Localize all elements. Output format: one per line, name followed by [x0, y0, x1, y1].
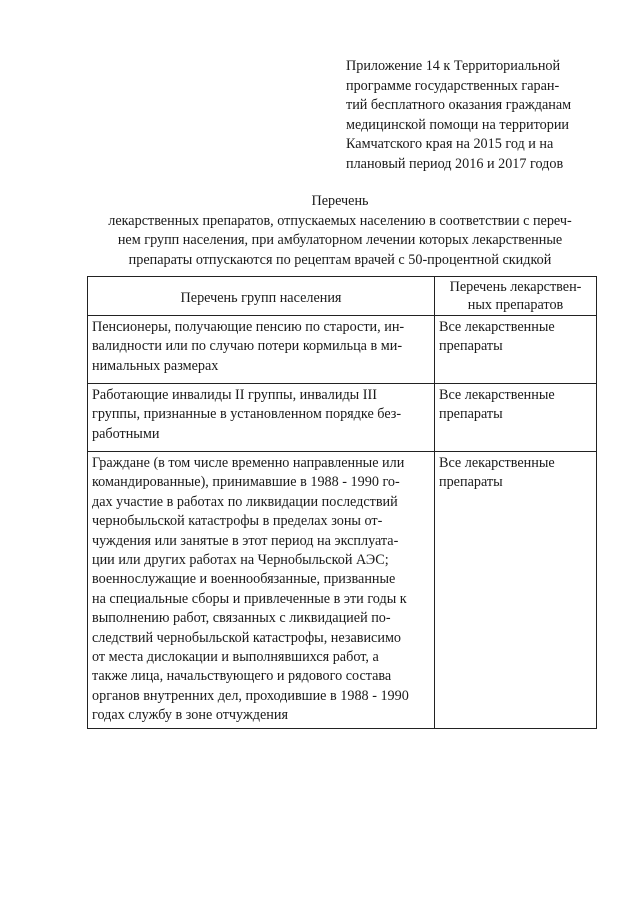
title-line-1: Перечень — [311, 193, 369, 209]
appendix-note: Приложение 14 к Территориальной программе государственных гаран- тий бесплатного оказания гражданам медицинской помощи на территории Камчатского края на 2015 год и на плановый период 2016 и 2017 годов — [346, 58, 572, 172]
group-cell — [88, 384, 435, 452]
document-title — [70, 192, 610, 270]
header-drugs: Перечень лекарствен- ных препаратов — [435, 277, 597, 316]
table-row — [88, 316, 597, 384]
drugs-text: Все лекарственные препараты — [439, 455, 555, 491]
header-groups: Перечень групп населения — [88, 277, 435, 316]
table-header-row — [88, 277, 597, 316]
group-text: Работающие инвалиды II группы, инвалиды III группы, признанные в установленном порядке без- работными — [92, 387, 402, 442]
group-text: Граждане (в том числе временно направленные или командированные), принимавшие в 1988 - 1990 го- дах участие в работах по ликвидации последствий чернобыльской катастрофы в пределах зоны от- чуждения или занятые в этот период на эксплуата- ции или других работах на Чернобыльской АЭС; военнослужащие и военнообязанные, призванные на специальные сборы и привлеченные в эти годы к выполнению работ, связанных с ликвидацией по- следствий чернобыльской катастрофы, независимо от места дислокации и выполнявшихся работ, а также лица, начальствующего и рядового состава органов внутренних дел, проходившие в 1988 - 1990 годах службу в зоне отчуждения — [92, 455, 409, 724]
drugs-cell — [435, 384, 597, 452]
drugs-text: Все лекарственные препараты — [439, 387, 555, 423]
title-line-3: нем групп населения, при амбулаторном лечении которых лекарственные — [117, 232, 563, 249]
group-cell — [88, 316, 435, 384]
population-groups-table — [87, 276, 597, 729]
drugs-cell — [435, 452, 597, 729]
table-row — [88, 452, 597, 729]
drugs-text: Все лекарственные препараты — [439, 319, 555, 355]
group-cell — [88, 452, 435, 729]
title-line-4: препараты отпускаются по рецептам врачей с 50-процентной скидкой — [128, 251, 552, 268]
table-row — [88, 384, 597, 452]
title-line-2: лекарственных препаратов, отпускаемых населению в соответствии с переч- — [108, 212, 572, 229]
drugs-cell — [435, 316, 597, 384]
group-text: Пенсионеры, получающие пенсию по старости, ин- валидности или по случаю потери кормильца в ми- нимальных размерах — [92, 319, 405, 374]
